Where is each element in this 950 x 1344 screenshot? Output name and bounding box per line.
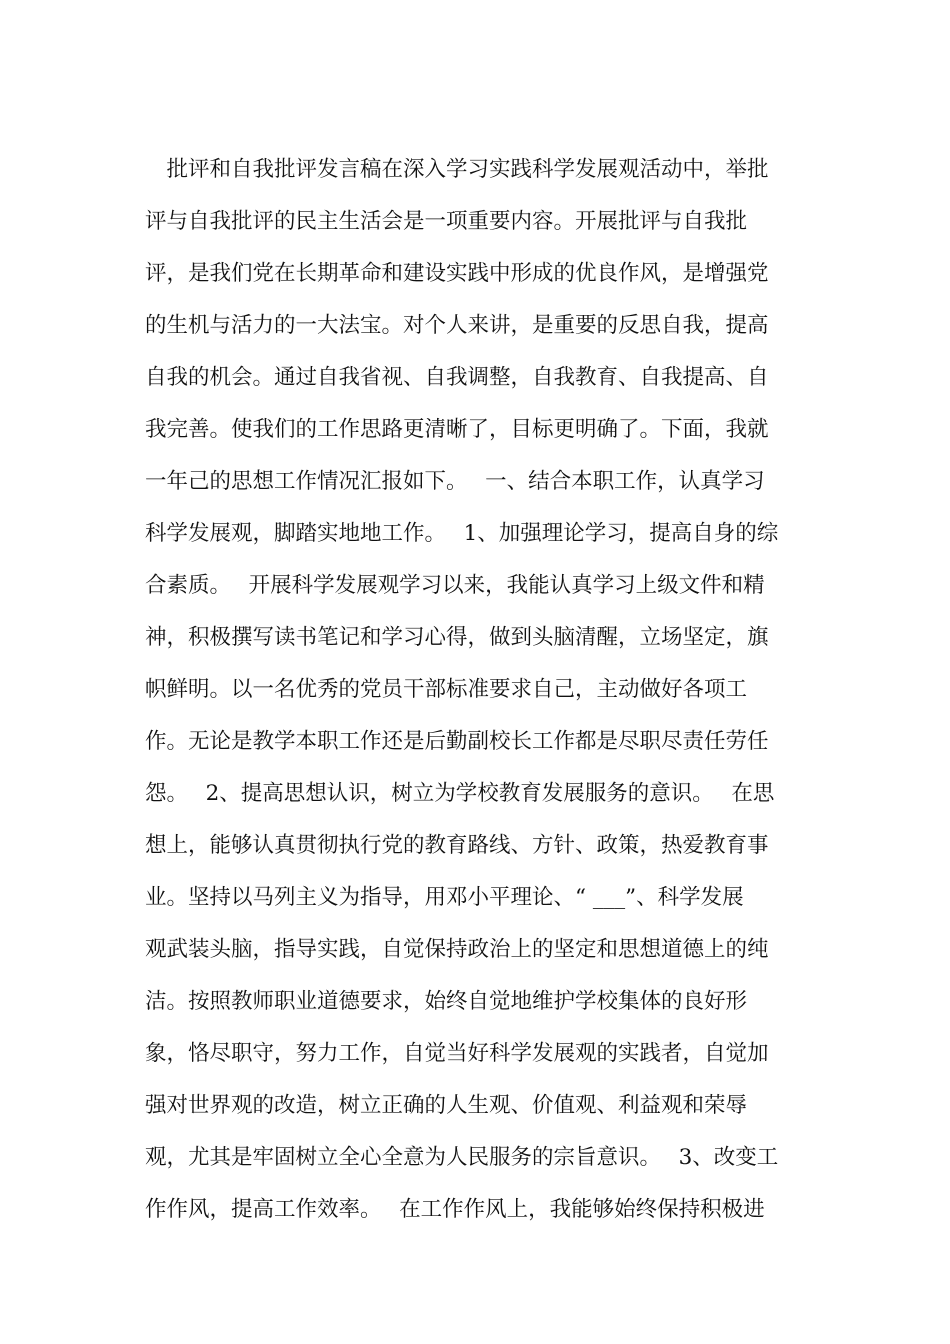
text-line: 象，恪尽职守，努力工作，自觉当好科学发展观的实践者，自觉加 [145,1041,769,1066]
text-line: 评，是我们党在长期革命和建设实践中形成的优良作风，是增强党 [145,261,769,286]
text-line: 强对世界观的改造，树立正确的人生观、价值观、利益观和荣辱 [145,1093,748,1118]
text-line: 神，积极撰写读书笔记和学习心得，做到头脑清醒，立场坚定，旗 [145,625,769,650]
text-line: 想上，能够认真贯彻执行党的教育路线、方针、政策，热爱教育事 [145,833,769,858]
text-line: 业。坚持以马列主义为指导，用邓小平理论、“ ___”、科学发展 [145,885,744,910]
text-line: 一年己的思想工作情况汇报如下。 一、结合本职工作，认真学习 [145,469,765,494]
text-line: 观武装头脑，指导实践，自觉保持政治上的坚定和思想道德上的纯 [145,937,769,962]
text-line: 帜鲜明。以一名优秀的党员干部标准要求自己，主动做好各项工 [145,677,748,702]
text-line: 的生机与活力的一大法宝。对个人来讲，是重要的反思自我，提高 [145,313,769,338]
text-line: 作作风，提高工作效率。 在工作作风上，我能够始终保持积极进 [145,1197,765,1222]
text-line: 我完善。使我们的工作思路更清晰了，目标更明确了。下面，我就 [145,417,769,442]
text-line: 评与自我批评的民主生活会是一项重要内容。开展批评与自我批 [145,209,748,234]
text-line: 合素质。 开展科学发展观学习以来，我能认真学习上级文件和精 [145,573,765,598]
text-line: 批评和自我批评发言稿在深入学习实践科学发展观活动中，举批 [145,157,769,182]
text-line: 作。无论是教学本职工作还是后勤副校长工作都是尽职尽责任劳任 [145,729,769,754]
text-line: 自我的机会。通过自我省视、自我调整，自我教育、自我提高、自 [145,365,769,390]
text-line: 观，尤其是牢固树立全心全意为人民服务的宗旨意识。 3、改变工 [145,1145,779,1170]
body-text [145,150,815,1242]
text-line: 洁。按照教师职业道德要求，始终自觉地维护学校集体的良好形 [145,989,748,1014]
text-line: 科学发展观，脚踏实地地工作。 1、加强理论学习，提高自身的综 [145,521,779,546]
text-line: 怨。 2、提高思想认识，树立为学校教育发展服务的意识。 在思 [145,781,775,806]
